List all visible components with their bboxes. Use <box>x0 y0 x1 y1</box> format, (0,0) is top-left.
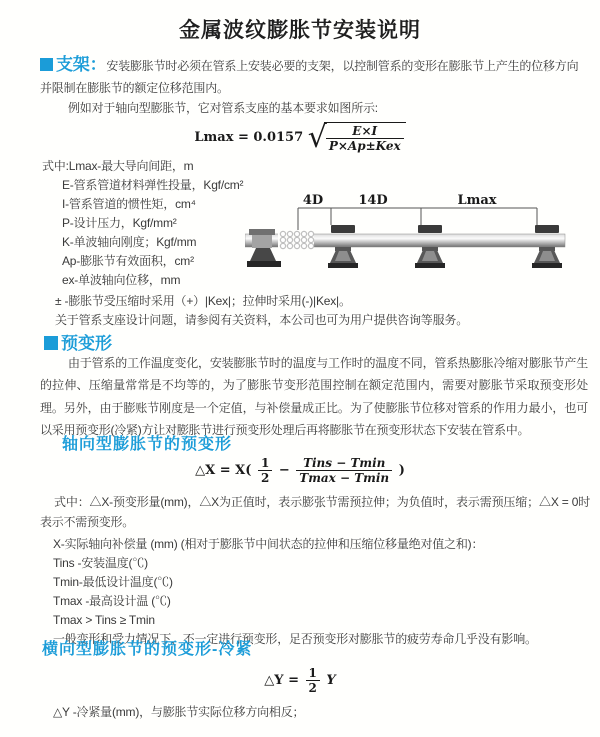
definition-item: Ap-膨胀节有效面积，cm² <box>62 254 194 268</box>
axial-note-line: Tins -安装温度(℃) <box>53 556 148 570</box>
axial-note-line: 一般变形和受力情况下，不一定进行预变形，足否预变形对膨胀节的疲劳寿命几乎没有影响。 <box>53 632 537 646</box>
pipe-support-diagram <box>245 192 575 287</box>
formula-axial-lhs: △X = X( <box>195 463 252 478</box>
axial-subsection-heading: 轴向型膨胀节的预变形 <box>62 436 233 453</box>
half-numerator: 1 <box>258 456 272 471</box>
support-paragraph <box>40 54 588 99</box>
definition-item: ex-单波轴向位移，mm <box>62 273 181 287</box>
formula-lmax-denominator: P×Ap±Kex <box>328 139 401 153</box>
half-numerator: 1 <box>306 666 320 681</box>
bellows-icon <box>278 230 314 251</box>
close-paren: ) <box>398 463 405 478</box>
minus-sign: − <box>278 463 290 478</box>
support-section-heading: 支架： <box>56 55 107 74</box>
predeform-paragraph: 由于管系的工作温度变化，安装膨胀节时的温度与工作时的温度不同，管系热膨胀冷缩对膨胀节产生的拉伸、压缩量常常是不均等的，为了膨胀节变形范围控制在额定范围内，需要对膨胀节采取预变形处理。另外，由于膨账节刚度是一个定值，与补偿量成正比。为了使膨胀节位移对管系的作用力最小，也可以采用预变形(冷紧)方让对膨胀节进行预变形处理后再将膨胀节在预变形状态下安装在管系中。 <box>40 356 588 437</box>
axial-note-line: Tmax -最高设计温 (℃) <box>53 594 171 608</box>
formula-axial-predeform <box>0 456 600 485</box>
formula-lmax-lhs: Lmax = 0.0157 <box>194 130 304 145</box>
axial-note-line: X-实际轴向补偿量 (mm) (相对于膨胀节中间状态的拉伸和压缩位移量绝对值之和)： <box>53 537 484 551</box>
axial-note-main: 式中：△X-预变形量(mm)，△X为正值时，表示膨张节需预拉伸；为负值时，表示需预压缩；△X = 0时表示不需预变形。 <box>40 495 590 529</box>
formula-lateral-lhs: △Y = <box>264 673 299 688</box>
definition-pm-note: ± -膨胀节受压缩时采用（+）|Kex|；拉伸时采用(-)|Kex|。 <box>55 294 351 308</box>
square-bullet-icon <box>44 336 58 350</box>
axial-note-line: Tmax > Tins ≥ Tmin <box>53 613 155 627</box>
dim-label-14d: 14D <box>358 193 388 208</box>
lateral-subsection-heading: 横向型膨胀节的预变形-冷紧 <box>42 641 253 658</box>
axial-notes <box>40 492 590 649</box>
support-intro-text: 安装膨胀节时必须在管系上安装必要的支架，以控制管系的变形在膨胀节上产生的位移方向并限制在膨胀节的额定位移范围内。 <box>40 59 579 95</box>
temp-denominator: Tmax − Tmin <box>299 471 390 485</box>
predeform-heading-label: 预变形 <box>61 334 112 353</box>
lateral-note: △Y -冷紧量(mm)，与膨胀节实际位移方向相反； <box>53 705 305 719</box>
dim-label-4d: 4D <box>302 193 324 208</box>
formula-lateral-coldpull <box>0 666 600 695</box>
square-bullet-icon <box>40 58 53 71</box>
half-denominator: 2 <box>308 681 317 695</box>
consult-note: 关于管系支座设计问题，请参阅有关资料，本公司也可为用户提供咨询等服务。 <box>55 313 469 327</box>
definition-item: E-管系管道材料弹性投量，Kgf/cm² <box>62 178 244 192</box>
dim-label-lmax: Lmax <box>457 193 497 208</box>
definition-item: I-管系管道的惯性矩，cm⁴ <box>62 197 196 211</box>
temp-numerator: Tins − Tmin <box>296 456 392 471</box>
formula-lmax <box>0 119 600 155</box>
half-denominator: 2 <box>260 471 270 485</box>
definition-item: K-单波轴向刚度；Kgf/mm <box>62 235 197 249</box>
axial-note-line: Tmin-最低设计温度(℃) <box>53 575 173 589</box>
support-example-line: 例如对于轴向型膨胀节，它对管系支座的基本要求如图所示: <box>68 101 378 115</box>
formula-lateral-rhs: Y <box>326 673 336 688</box>
sqrt-radical-glyph: √ <box>307 119 327 155</box>
formula-lmax-numerator: E×I <box>326 124 404 139</box>
definition-item: P-设计压力，Kgf/mm² <box>62 216 177 230</box>
page-title: 金属波纹膨胀节安装说明 <box>179 19 421 42</box>
definitions-intro: 式中:Lmax-最大导向间距，m <box>42 159 194 173</box>
predeform-section-heading <box>44 329 112 354</box>
